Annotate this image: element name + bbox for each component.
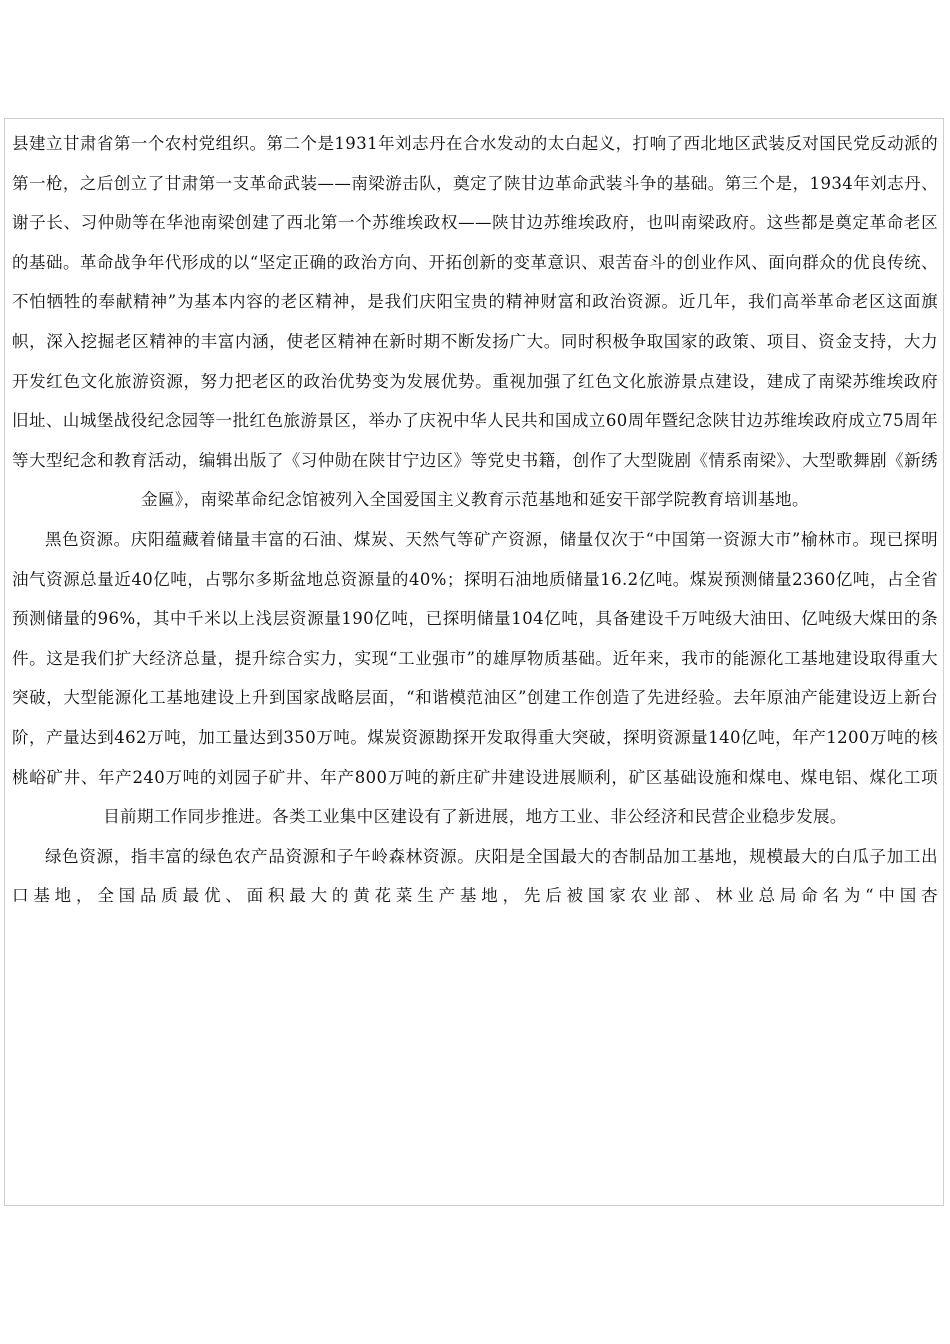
paragraph-green-resources: 绿色资源，指丰富的绿色农产品资源和子午岭森林资源。庆阳是全国最大的杏制品加工基地，规模最大的白瓜子加工出口基地，全国品质最优、面积最大的黄花菜生产基地，先后被国家农业部、林业总局命名为“中国杏 xyxy=(12,846,938,906)
paragraph-revolutionary-base: 县建立甘肃省第一个农村党组织。第二个是1931年刘志丹在合水发动的太白起义，打响了西北地区武装反对国民党反动派的第一枪，之后创立了甘肃第一支革命武装——南梁游击队，奠定了陕甘边革命武装斗争的基础。第三个是，1934年刘志丹、谢子长、习仲勋等在华池南梁创建了西北第一个苏维埃政权——陕甘边苏维埃政府，也叫南梁政府。这些都是奠定革命老区的基础。革命战争年代形成的以“坚定正确的政治方向、开拓创新的变革意识、艰苦奋斗的创业作风、面向群众的优良传统、不怕牺牲的奉献精神”为基本内容的老区精神，是我们庆阳宝贵的精神财富和政治资源。近几年，我们高举革命老区这面旗帜，深入挖掘老区精神的丰富内涵，使老区精神在新时期不断发扬广大。同时积极争取国家的政策、项目、资金支持，大力开发红色文化旅游资源，努力把老区的政治优势变为发展优势。重视加强了红色文化旅游景点建设，建成了南梁苏维埃政府旧址、山城堡战役纪念园等一批红色旅游景区，举办了庆祝中华人民共和国成立60周年暨纪念陕甘边苏维埃政府成立75周年等大型纪念和教育活动，编辑出版了《习仲勋在陕甘宁边区》等党史书籍，创作了大型陇剧《情系南梁》、大型歌舞剧《新绣金匾》，南梁革命纪念馆被列入全国爱国主义教育示范基地和延安干部学院教育培训基地。 xyxy=(12,134,938,510)
document-body xyxy=(12,124,938,916)
paragraph-black-resources: 黑色资源。庆阳蕴藏着储量丰富的石油、煤炭、天然气等矿产资源，储量仅次于“中国第一资源大市”榆林市。现已探明油气资源总量近40亿吨，占鄂尔多斯盆地总资源量的40%；探明石油地质储量16.2亿吨。煤炭预测储量2360亿吨，占全省预测储量的96%，其中千米以上浅层资源量190亿吨，已探明储量104亿吨，具备建设千万吨级大油田、亿吨级大煤田的条件。这是我们扩大经济总量，提升综合实力，实现“工业强市”的雄厚物质基础。近年来，我市的能源化工基地建设取得重大突破，大型能源化工基地建设上升到国家战略层面，“和谐模范油区”创建工作创造了先进经验。去年原油产能建设迈上新台阶，产量达到462万吨，加工量达到350万吨。煤炭资源勘探开发取得重大突破，探明资源量140亿吨，年产1200万吨的核桃峪矿井、年产240万吨的刘园子矿井、年产800万吨的新庄矿井建设进展顺利，矿区基础设施和煤电、煤电铝、煤化工项目前期工作同步推进。各类工业集中区建设有了新进展，地方工业、非公经济和民营企业稳步发展。 xyxy=(12,529,938,827)
